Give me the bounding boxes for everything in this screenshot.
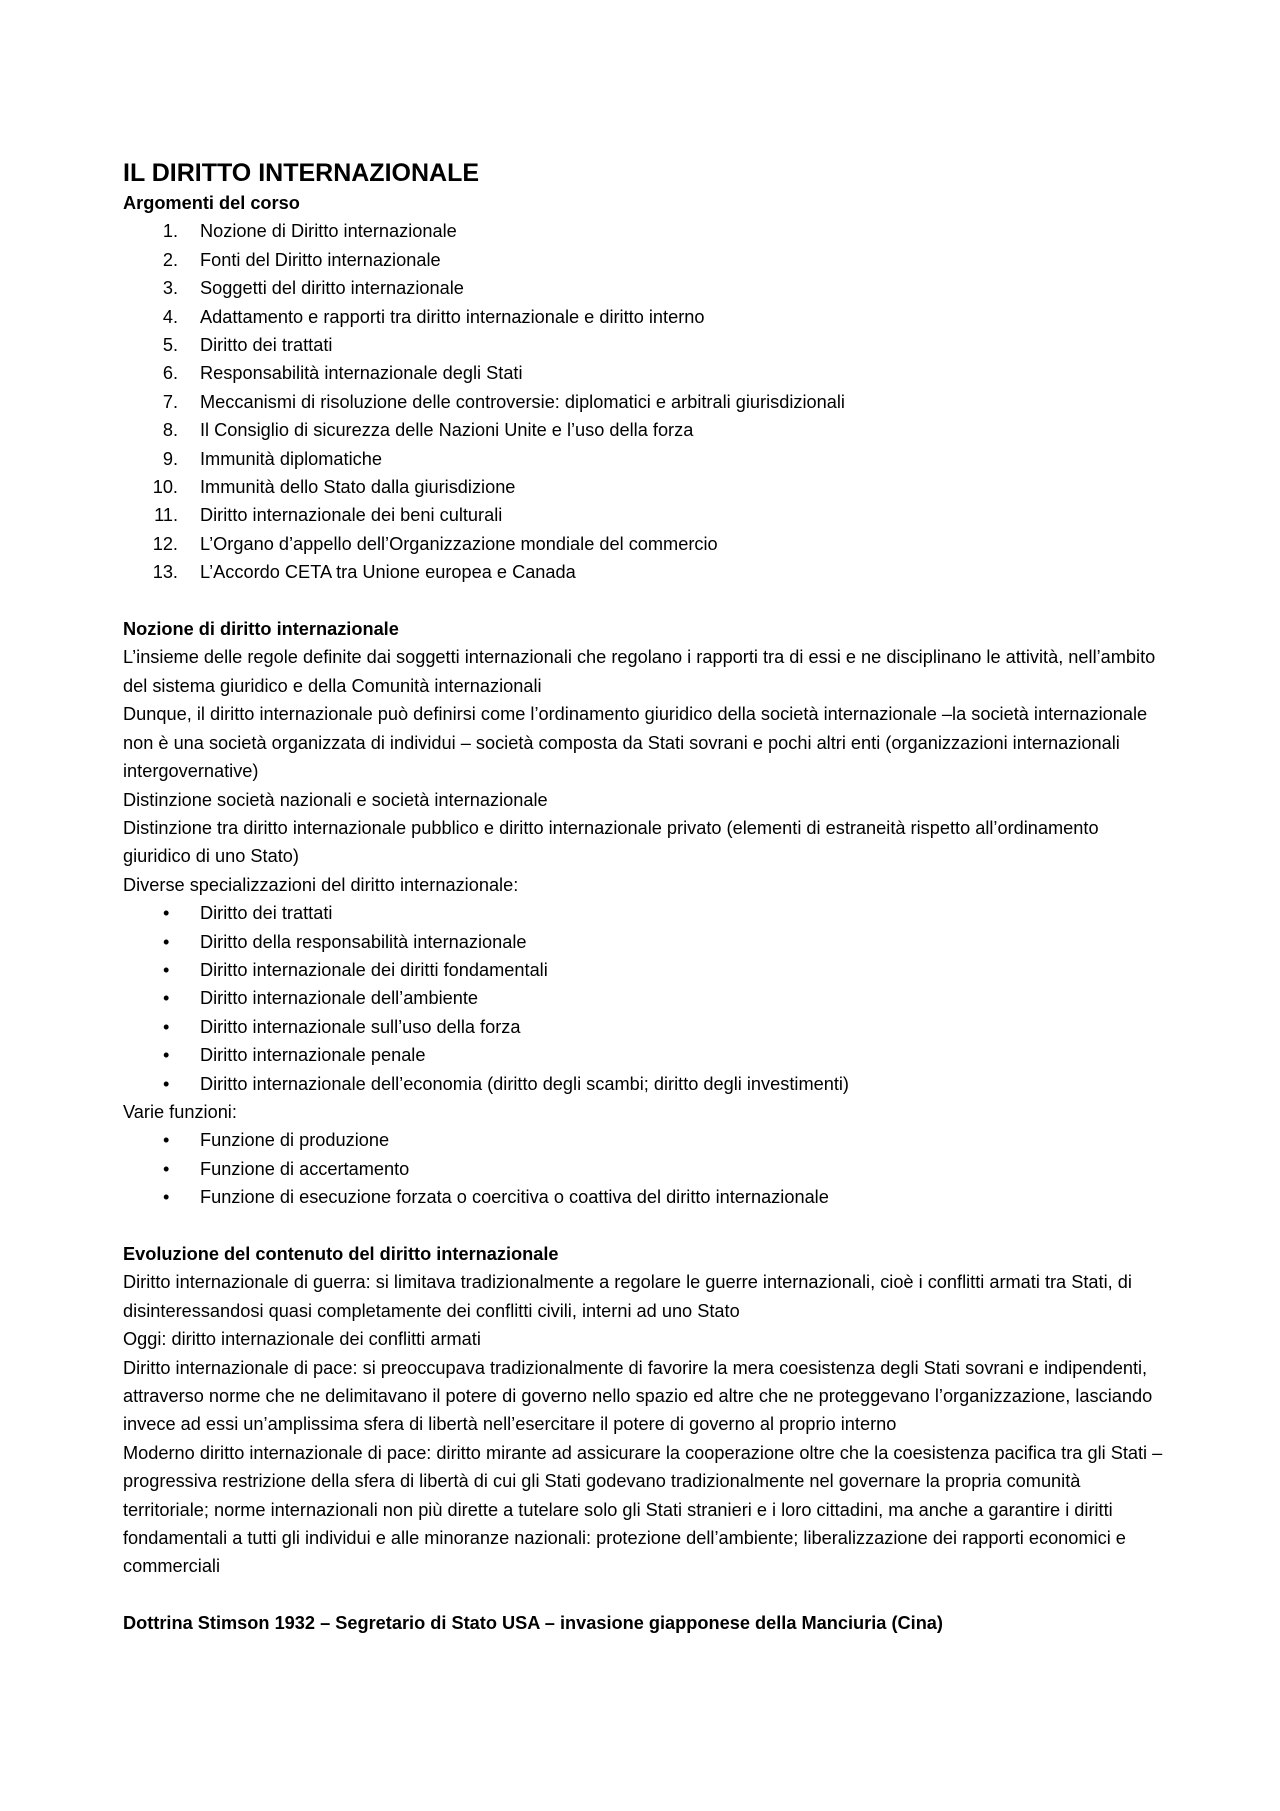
spacer bbox=[123, 1581, 1168, 1609]
list-number: 5. bbox=[162, 335, 178, 356]
bullet-icon: • bbox=[163, 959, 170, 980]
list-item-text: Funzione di esecuzione forzata o coercitiva o coattiva del diritto internazionale bbox=[200, 1187, 829, 1208]
nozione-paragraph-4: Distinzione tra diritto internazionale pubblico e diritto internazionale privato (elementi di estraneità rispetto all’ordinamento giuridico di uno Stato) bbox=[123, 817, 1099, 867]
list-item bbox=[123, 956, 1168, 984]
bullet-icon: • bbox=[163, 1158, 170, 1179]
list-item bbox=[123, 530, 1168, 558]
list-item bbox=[123, 359, 1168, 387]
bullet-icon: • bbox=[163, 1016, 170, 1037]
nozione-paragraph-3: Distinzione società nazionali e società internazionale bbox=[123, 789, 548, 810]
list-item bbox=[123, 899, 1168, 927]
list-item bbox=[123, 331, 1168, 359]
list-number: 12. bbox=[152, 533, 178, 554]
list-item bbox=[123, 1183, 1168, 1211]
course-heading: Argomenti del corso bbox=[123, 193, 300, 213]
list-item-text: Diritto internazionale dell’economia (diritto degli scambi; diritto degli investimenti) bbox=[200, 1073, 849, 1094]
list-item bbox=[123, 558, 1168, 586]
list-item-text: Responsabilità internazionale degli Stati bbox=[200, 363, 523, 384]
list-item bbox=[123, 416, 1168, 444]
bullet-icon: • bbox=[163, 1073, 170, 1094]
nozione-paragraph-2: Dunque, il diritto internazionale può definirsi come l’ordinamento giuridico della società internazionale –la società internazionale non è una società organizzata di individui – società composta da Stati sovrani e pochi altri enti (organizzazioni internazionali intergovernative) bbox=[123, 704, 1148, 782]
list-item bbox=[123, 1126, 1168, 1154]
list-item bbox=[123, 388, 1168, 416]
list-item-text: Funzione di produzione bbox=[200, 1130, 390, 1151]
list-item bbox=[123, 1070, 1168, 1098]
list-number: 9. bbox=[162, 448, 178, 469]
stimson-heading: Dottrina Stimson 1932 – Segretario di Stato USA – invasione giapponese della Manciuria (Cina) bbox=[123, 1613, 943, 1634]
specializzazioni-intro: Diverse specializzazioni del diritto internazionale: bbox=[123, 874, 519, 895]
nozione-paragraph-1: L’insieme delle regole definite dai soggetti internazionali che regolano i rapporti tra di essi e ne disciplinano le attività, nell’ambito del sistema giuridico e della Comunità internazionali bbox=[123, 647, 1156, 696]
list-number: 10. bbox=[152, 477, 178, 498]
list-number: 11. bbox=[154, 505, 178, 526]
spacer bbox=[123, 587, 1168, 615]
bullet-icon: • bbox=[163, 1130, 170, 1151]
list-item-text: Fonti del Diritto internazionale bbox=[200, 249, 441, 270]
list-item bbox=[123, 984, 1168, 1012]
funzioni-intro: Varie funzioni: bbox=[123, 1101, 237, 1122]
list-item-text: Diritto dei trattati bbox=[200, 335, 333, 356]
bullet-icon: • bbox=[163, 1045, 170, 1066]
list-item-text: Meccanismi di risoluzione delle controversie: diplomatici e arbitrali giurisdizionali bbox=[200, 391, 845, 412]
evoluzione-paragraph-3: Diritto internazionale di pace: si preoccupava tradizionalmente di favorire la mera coesistenza degli Stati sovrani e indipendenti, attraverso norme che ne delimitavano il potere di governo nello spazio ed altre che ne proteggevano l’organizzazione, lasciando invece ad essi un’amplissima sfera di libertà nell’esercitare il potere di governo al proprio interno bbox=[123, 1357, 1153, 1435]
list-item-text: Immunità diplomatiche bbox=[200, 448, 382, 469]
list-item-text: Diritto internazionale dell’ambiente bbox=[200, 988, 479, 1009]
evoluzione-paragraph-1: Diritto internazionale di guerra: si limitava tradizionalmente a regolare le guerre internazionali, cioè i conflitti armati tra Stati, di disinteressandosi quasi completamente dei conflitti civili, interni ad uno Stato bbox=[123, 1272, 1132, 1321]
list-item-text: Immunità dello Stato dalla giurisdizione bbox=[200, 477, 516, 498]
list-item bbox=[123, 473, 1168, 501]
document-page bbox=[123, 157, 1168, 1638]
specializzazioni-list bbox=[123, 899, 1168, 1098]
funzioni-list bbox=[123, 1126, 1168, 1211]
spacer bbox=[123, 1212, 1168, 1240]
list-number: 1. bbox=[162, 221, 178, 242]
list-item-text: Diritto internazionale dei diritti fondamentali bbox=[200, 959, 548, 980]
list-item-text: Diritto internazionale dei beni culturali bbox=[200, 505, 503, 526]
list-number: 13. bbox=[152, 562, 178, 583]
bullet-icon: • bbox=[163, 931, 170, 952]
evoluzione-paragraph-4: Moderno diritto internazionale di pace: diritto mirante ad assicurare la cooperazione oltre che la coesistenza pacifica tra gli Stati – progressiva restrizione della sfera di libertà di cui gli Stati godevano tradizionalmente nel governare la propria comunità territoriale; norme internazionali non più dirette a tutelare solo gli Stati stranieri e i loro cittadini, ma anche a garantire i diritti fondamentali a tutti gli individui e alle minoranze nazionali: protezione dell’ambiente; liberalizzazione dei rapporti economici e commerciali bbox=[123, 1442, 1163, 1577]
list-item-text: Diritto internazionale penale bbox=[200, 1045, 426, 1066]
list-number: 4. bbox=[162, 306, 178, 327]
list-number: 7. bbox=[162, 391, 178, 412]
evoluzione-paragraph-2: Oggi: diritto internazionale dei conflitti armati bbox=[123, 1329, 481, 1350]
list-item bbox=[123, 501, 1168, 529]
list-item bbox=[123, 217, 1168, 245]
bullet-icon: • bbox=[163, 1187, 170, 1208]
list-item bbox=[123, 1155, 1168, 1183]
list-number: 3. bbox=[162, 278, 178, 299]
list-item-text: Adattamento e rapporti tra diritto internazionale e diritto interno bbox=[200, 306, 705, 327]
list-item bbox=[123, 303, 1168, 331]
course-topics-list bbox=[123, 217, 1168, 586]
list-item-text: Soggetti del diritto internazionale bbox=[200, 278, 464, 299]
list-item bbox=[123, 928, 1168, 956]
list-item bbox=[123, 274, 1168, 302]
list-number: 2. bbox=[162, 249, 178, 270]
list-item-text: Diritto dei trattati bbox=[200, 903, 333, 924]
document-title: IL DIRITTO INTERNAZIONALE bbox=[123, 159, 480, 187]
list-item-text: L’Organo d’appello dell’Organizzazione mondiale del commercio bbox=[200, 533, 718, 554]
list-item bbox=[123, 1013, 1168, 1041]
list-item bbox=[123, 1041, 1168, 1069]
bullet-icon: • bbox=[163, 988, 170, 1009]
list-item-text: Nozione di Diritto internazionale bbox=[200, 221, 457, 242]
nozione-heading: Nozione di diritto internazionale bbox=[123, 619, 399, 640]
list-number: 6. bbox=[162, 363, 178, 384]
list-item-text: L’Accordo CETA tra Unione europea e Canada bbox=[200, 562, 576, 583]
list-item-text: Il Consiglio di sicurezza delle Nazioni Unite e l’uso della forza bbox=[200, 420, 694, 441]
list-item-text: Diritto internazionale sull’uso della forza bbox=[200, 1016, 521, 1037]
list-item-text: Diritto della responsabilità internazionale bbox=[200, 931, 527, 952]
list-item-text: Funzione di accertamento bbox=[200, 1158, 410, 1179]
list-item bbox=[123, 246, 1168, 274]
evoluzione-heading: Evoluzione del contenuto del diritto internazionale bbox=[123, 1244, 559, 1264]
bullet-icon: • bbox=[163, 903, 170, 924]
list-item bbox=[123, 445, 1168, 473]
list-number: 8. bbox=[162, 420, 178, 441]
